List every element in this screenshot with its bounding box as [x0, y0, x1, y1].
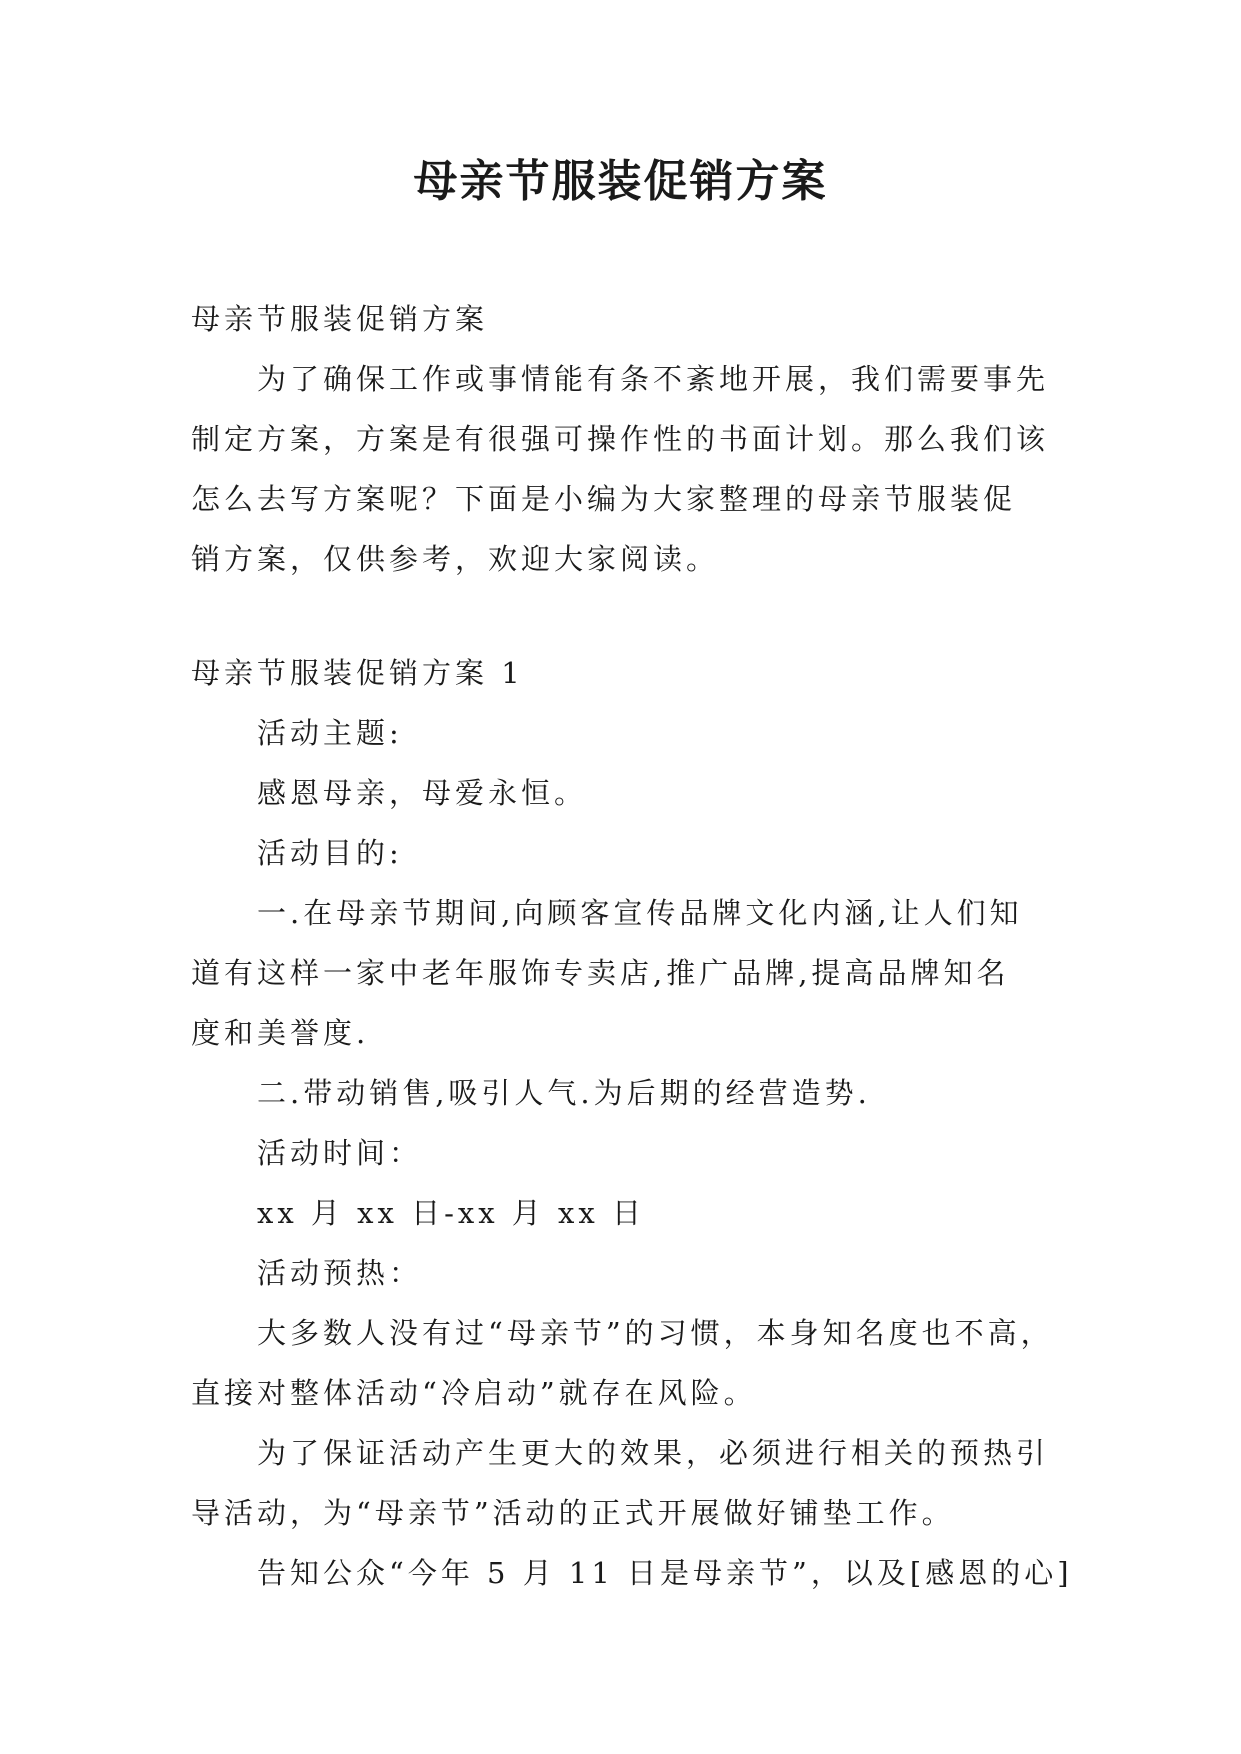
warmup-label: 活动预热： — [257, 1256, 423, 1290]
theme-label: 活动主题: — [257, 716, 403, 750]
time-text: xx 月 xx 日-xx 月 xx 日 — [257, 1196, 645, 1230]
intro-heading: 母亲节服装促销方案 — [191, 302, 489, 336]
document-title: 母亲节服装促销方案 — [413, 156, 828, 207]
intro-line: 制定方案，方案是有很强可操作性的书面计划。那么我们该 — [191, 422, 1050, 456]
section-gap — [191, 589, 1053, 643]
warmup-paragraph-line: 为了保证活动产生更大的效果，必须进行相关的预热引 — [257, 1436, 1050, 1470]
intro-line: 销方案，仅供参考，欢迎大家阅读。 — [191, 542, 720, 576]
purpose-label: 活动目的: — [257, 836, 403, 870]
purpose-two: 二.带动销售,吸引人气.为后期的经营造势. — [257, 1076, 871, 1110]
warmup-paragraph-line: 告知公众“今年 5 月 11 日是母亲节”，以及[感恩的心] — [257, 1556, 1073, 1590]
theme-text: 感恩母亲，母爱永恒。 — [257, 776, 588, 810]
intro-line: 怎么去写方案呢？下面是小编为大家整理的母亲节服装促 — [191, 482, 1017, 516]
document-body — [191, 289, 1073, 1603]
purpose-one-line: 一.在母亲节期间,向顾客宣传品牌文化内涵,让人们知 — [257, 896, 1023, 930]
intro-line: 为了确保工作或事情能有条不紊地开展，我们需要事先 — [257, 362, 1050, 396]
purpose-one-line: 度和美誉度. — [191, 1016, 370, 1050]
warmup-paragraph-line: 直接对整体活动“冷启动”就存在风险。 — [191, 1376, 757, 1410]
warmup-paragraph-line: 大多数人没有过“母亲节”的习惯，本身知名度也不高， — [257, 1316, 1054, 1350]
section1-heading: 母亲节服装促销方案 1 — [191, 656, 524, 690]
time-label: 活动时间： — [257, 1136, 423, 1170]
purpose-one-line: 道有这样一家中老年服饰专卖店,推广品牌,提高品牌知名 — [191, 956, 1010, 990]
warmup-paragraph-line: 导活动，为“母亲节”活动的正式开展做好铺垫工作。 — [191, 1496, 955, 1530]
